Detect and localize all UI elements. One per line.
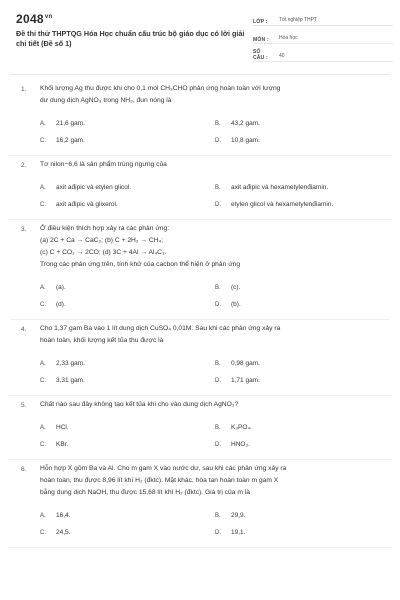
exam-header	[16, 12, 388, 64]
option-text: 16,4.	[56, 511, 71, 519]
exam-title: Đề thi thử THPTQG Hóa Học chuẩn cấu trúc bộ giáo dục có lời giải chi tiết (Đề số 1)	[16, 29, 245, 48]
question	[10, 396, 390, 460]
option-label: A.	[40, 424, 46, 431]
option-text: 43,2 gam.	[231, 119, 260, 127]
answer-option[interactable]	[40, 115, 215, 132]
option-label: B.	[215, 284, 221, 291]
question	[10, 320, 390, 396]
logo-text: 2048	[16, 12, 44, 26]
question-number: 2.	[21, 162, 27, 169]
logo-suffix: vn	[44, 14, 53, 20]
option-text: 16,2 gam.	[56, 136, 85, 144]
option-text: 19,1.	[231, 528, 246, 536]
option-label: D.	[215, 529, 221, 536]
meta-row-subject	[253, 30, 393, 44]
answer-options	[40, 115, 390, 149]
answer-option[interactable]	[40, 372, 215, 389]
answer-option[interactable]	[215, 355, 390, 372]
meta-label: SỐ CÂU :	[253, 49, 268, 61]
option-label: B.	[215, 184, 221, 191]
question-number: 1.	[21, 86, 27, 93]
exam-meta	[253, 12, 393, 66]
answer-option[interactable]	[215, 419, 390, 436]
option-label: D.	[215, 441, 221, 448]
answer-option[interactable]	[40, 132, 215, 149]
option-text: KBr.	[56, 440, 69, 448]
answer-option[interactable]	[40, 296, 215, 313]
option-label: D.	[215, 377, 221, 384]
option-label: C.	[40, 441, 46, 448]
option-text: (a).	[56, 283, 66, 291]
question-number: 6.	[21, 466, 27, 473]
option-label: C.	[40, 377, 46, 384]
question-number: 4.	[21, 326, 27, 333]
question	[10, 460, 390, 548]
stem-line: hoàn toàn, thu được 8,96 lít khí H₂ (đktc). Mặt khác, hòa tan hoàn toàn m gam X	[40, 477, 279, 484]
meta-row-count	[253, 48, 393, 62]
option-text: 29,9.	[231, 511, 246, 519]
question-stem	[40, 220, 390, 271]
option-text: axit ađipic và hexametylenđiamin.	[231, 183, 329, 191]
answer-option[interactable]	[40, 524, 215, 541]
option-text: 2,33 gam.	[56, 359, 85, 367]
option-label: D.	[215, 137, 221, 144]
option-label: B.	[215, 120, 221, 127]
option-label: A.	[40, 360, 46, 367]
meta-row-class	[253, 12, 393, 26]
answer-option[interactable]	[215, 436, 390, 453]
answer-option[interactable]	[215, 524, 390, 541]
question-number: 5.	[21, 402, 27, 409]
option-label: B.	[215, 512, 221, 519]
answer-option[interactable]	[215, 115, 390, 132]
answer-options	[40, 419, 390, 453]
answer-option[interactable]	[40, 436, 215, 453]
answer-option[interactable]	[215, 132, 390, 149]
option-text: 10,8 gam.	[231, 136, 260, 144]
question-stem	[40, 396, 390, 411]
question	[10, 156, 390, 220]
answer-options	[40, 355, 390, 389]
stem-line: dư dung dịch AgNO₃ trong NH₃, đun nóng là	[40, 97, 172, 104]
question-number: 3.	[21, 226, 27, 233]
question-stem	[40, 320, 390, 347]
option-text: 1,71 gam.	[231, 376, 260, 384]
stem-line: Cho 1,37 gam Ba vào 1 lít dung dịch CuSO₄ 0,01M. Sau khi các phản ứng xảy ra	[40, 325, 281, 332]
option-text: axit ađipic và glixerol.	[56, 200, 118, 208]
stem-line: Hỗn hợp X gồm Ba và Al. Cho m gam X vào nước dư, sau khi các phản ứng xảy ra	[40, 465, 287, 472]
option-text: K₃PO₄.	[231, 423, 252, 431]
option-text: (b).	[231, 300, 241, 308]
option-label: A.	[40, 120, 46, 127]
stem-line: Trong các phản ứng trên, tính khử của cacbon thể hiện ở phản ứng	[40, 261, 241, 268]
question	[10, 80, 390, 156]
answer-option[interactable]	[40, 355, 215, 372]
meta-label: MÔN :	[253, 37, 269, 43]
option-label: A.	[40, 184, 46, 191]
stem-line: (c) C + CO₂ → 2CO; (d) 3C + 4Al → Al₄C₃.	[40, 249, 167, 256]
answer-option[interactable]	[215, 196, 390, 213]
option-label: C.	[40, 137, 46, 144]
question-stem	[40, 156, 390, 171]
answer-option[interactable]	[40, 419, 215, 436]
option-text: 3,31 gam.	[56, 376, 85, 384]
site-logo[interactable]	[16, 12, 53, 26]
option-label: C.	[40, 201, 46, 208]
question-list	[10, 80, 390, 548]
answer-option[interactable]	[215, 179, 390, 196]
answer-options	[40, 179, 390, 213]
meta-value: Hóa học	[279, 35, 298, 41]
option-label: A.	[40, 512, 46, 519]
option-text: 24,5.	[56, 528, 71, 536]
question-stem	[40, 460, 390, 499]
option-text: etylen glicol và hexametylenđiamin.	[231, 200, 334, 208]
option-text: HCl.	[56, 423, 69, 431]
stem-line: hoàn toàn, khối lượng kết tủa thu được là	[40, 337, 164, 344]
option-label: D.	[215, 301, 221, 308]
answer-options	[40, 507, 390, 541]
option-label: C.	[40, 529, 46, 536]
answer-option[interactable]	[215, 372, 390, 389]
option-label: D.	[215, 201, 221, 208]
option-label: C.	[40, 301, 46, 308]
meta-value: 40	[279, 53, 285, 59]
option-text: axit ađipic và etylen glicol.	[56, 183, 132, 191]
question-stem	[40, 80, 390, 107]
option-text: (d).	[56, 300, 66, 308]
question	[10, 220, 390, 320]
stem-line: (a) 2C + Ca → CaC₂; (b) C + 2H₂ → CH₄;	[40, 237, 164, 244]
answer-option[interactable]	[215, 507, 390, 524]
answer-option[interactable]	[215, 296, 390, 313]
option-label: B.	[215, 360, 221, 367]
option-text: HNO₃.	[231, 440, 250, 448]
option-text: 0,98 gam.	[231, 359, 260, 367]
answer-option[interactable]	[40, 507, 215, 524]
answer-option[interactable]	[40, 196, 215, 213]
stem-line: bằng dung dịch NaOH, thu được 15,68 lít khí H₂ (đktc). Giá trị của m là	[40, 489, 250, 496]
answer-option[interactable]	[215, 279, 390, 296]
stem-line: Tơ nilon−6,6 là sản phẩm trùng ngưng của	[40, 161, 167, 168]
option-label: A.	[40, 284, 46, 291]
option-text: (c).	[231, 283, 241, 291]
header-divider	[10, 74, 390, 75]
stem-line: Ở điều kiện thích hợp xảy ra các phản ứng:	[40, 225, 170, 232]
answer-option[interactable]	[40, 279, 215, 296]
answer-options	[40, 279, 390, 313]
option-text: 21,6 gam.	[56, 119, 85, 127]
option-label: B.	[215, 424, 221, 431]
stem-line: Khối lượng Ag thu được khi cho 0,1 mol CH₃CHO phản ứng hoàn toàn với lượng	[40, 85, 281, 92]
meta-value: Tốt nghiệp THPT	[279, 17, 317, 23]
stem-line: Chất nào sau đây không tạo kết tủa khi cho vào dung dịch AgNO₃?	[40, 401, 239, 408]
answer-option[interactable]	[40, 179, 215, 196]
meta-label: LỚP :	[253, 19, 268, 25]
